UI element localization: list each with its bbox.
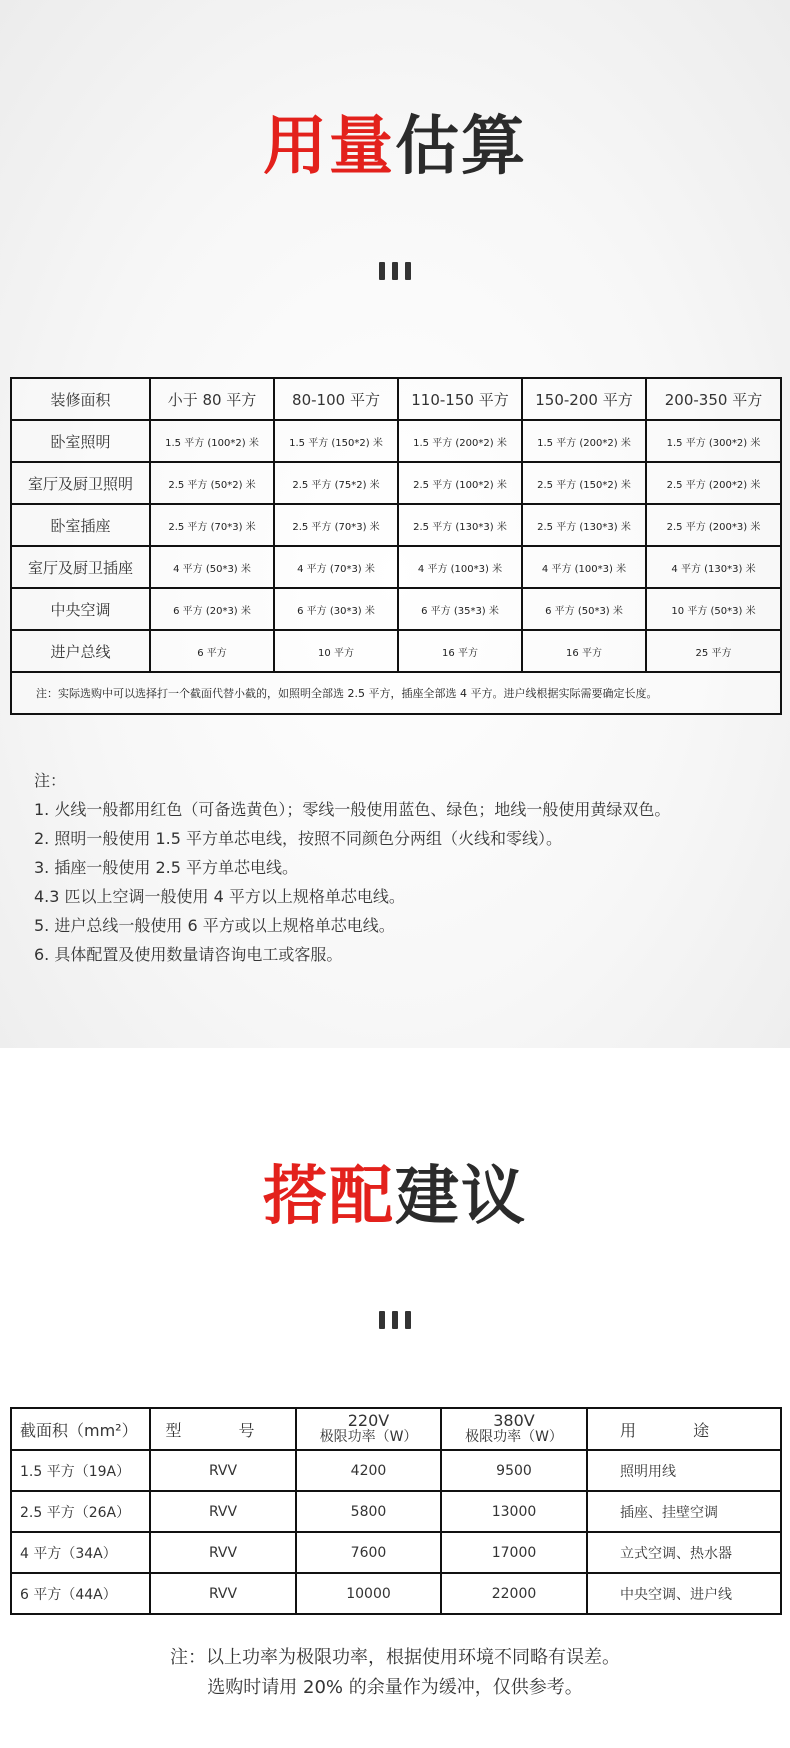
footer-note [0,1643,790,1703]
table-cell: 2.5 平方（26A） [11,1491,150,1532]
table-cell: 10 平方 (50*3) 米 [646,588,781,630]
table-cell: 插座、挂壁空调 [587,1491,781,1532]
table-cell: 2.5 平方 (130*3) 米 [398,504,522,546]
table-cell: 1.5 平方（19A） [11,1450,150,1491]
table-cell: 4200 [296,1450,441,1491]
note-item: 6. 具体配置及使用数量请咨询电工或客服。 [34,945,343,964]
divider-bars-icon [379,262,411,280]
table-cell: 2.5 平方 (70*3) 米 [150,504,274,546]
table-cell: 2.5 平方 (70*3) 米 [274,504,398,546]
header-cell: 110-150 平方 [398,378,522,420]
divider-bars-icon [379,1311,411,1329]
table-row [11,1491,781,1532]
table-cell: 6 平方 (50*3) 米 [522,588,646,630]
header-usage: 用 途 [587,1408,781,1450]
notes-list [34,766,670,969]
table-cell: 6 平方 (35*3) 米 [398,588,522,630]
table-cell: 照明用线 [587,1450,781,1491]
table-cell: RVV [150,1450,296,1491]
table-cell: 1.5 平方 (150*2) 米 [274,420,398,462]
table-cell: 9500 [441,1450,587,1491]
table-cell: 4 平方 (70*3) 米 [274,546,398,588]
table-cell: 2.5 平方 (200*3) 米 [646,504,781,546]
table-cell: 1.5 平方 (300*2) 米 [646,420,781,462]
table-cell: 17000 [441,1532,587,1573]
table-cell: 6 平方（44A） [11,1573,150,1614]
header-model: 型 号 [150,1408,296,1450]
row-label: 室厅及厨卫照明 [11,462,150,504]
table-row [11,1573,781,1614]
header-area: 截面积（mm²） [11,1408,150,1450]
table-cell: 中央空调、进户线 [587,1573,781,1614]
title-dark-part: 估算 [395,110,527,184]
table-cell: RVV [150,1532,296,1573]
row-label: 进户总线 [11,630,150,672]
title-red-part: 用量 [263,110,395,184]
table-cell: 22000 [441,1573,587,1614]
table-cell: 16 平方 [522,630,646,672]
table-cell: 2.5 平方 (130*3) 米 [522,504,646,546]
table-header-row [11,1408,781,1450]
table-cell: 1.5 平方 (200*2) 米 [522,420,646,462]
header-220v-label: 220V [347,1411,390,1430]
note-item: 2. 照明一般使用 1.5 平方单芯电线，按照不同颜色分两组（火线和零线）。 [34,829,562,848]
notes-heading: 注： [34,771,67,790]
table-cell: 2.5 平方 (100*2) 米 [398,462,522,504]
usage-estimate-table [10,377,782,715]
table-cell: 2.5 平方 (150*2) 米 [522,462,646,504]
table-cell: 16 平方 [398,630,522,672]
table-note-row [11,672,781,714]
table-cell: RVV [150,1491,296,1532]
table-cell: 6 平方 (20*3) 米 [150,588,274,630]
title-red-part: 搭配 [263,1160,395,1234]
table-cell: 5800 [296,1491,441,1532]
header-220v-sub: 极限功率（W） [319,1429,418,1445]
usage-estimate-title [0,110,790,184]
table-cell: 13000 [441,1491,587,1532]
table-cell: RVV [150,1573,296,1614]
header-cell: 小于 80 平方 [150,378,274,420]
table-cell: 10 平方 [274,630,398,672]
header-cell: 装修面积 [11,378,150,420]
footer-line: 注：以上功率为极限功率，根据使用环境不同略有误差。 [170,1647,620,1668]
footer-line: 选购时请用 20% 的余量作为缓冲，仅供参考。 [207,1677,583,1698]
row-label: 中央空调 [11,588,150,630]
title-dark-part: 建议 [395,1160,527,1234]
note-item: 1. 火线一般都用红色（可备选黄色）；零线一般使用蓝色、绿色；地线一般使用黄绿双色。 [34,800,671,819]
table-cell: 立式空调、热水器 [587,1532,781,1573]
table-cell: 6 平方 [150,630,274,672]
table-row [11,420,781,462]
table-row [11,588,781,630]
table-cell: 25 平方 [646,630,781,672]
table-cell: 2.5 平方 (50*2) 米 [150,462,274,504]
row-label: 卧室插座 [11,504,150,546]
header-cell: 200-350 平方 [646,378,781,420]
table-row [11,1532,781,1573]
header-380v-label: 380V [493,1411,535,1430]
table-cell: 1.5 平方 (200*2) 米 [398,420,522,462]
table-note: 注：实际选购中可以选择打一个截面代替小截的，如照明全部选 2.5 平方，插座全部选 4 平方。进户线根据实际需要确定长度。 [11,672,781,714]
note-item: 3. 插座一般使用 2.5 平方单芯电线。 [34,858,298,877]
row-label: 卧室照明 [11,420,150,462]
table-cell: 4 平方 (100*3) 米 [522,546,646,588]
table-cell: 4 平方 (50*3) 米 [150,546,274,588]
matching-advice-table [10,1407,782,1615]
table-cell: 7600 [296,1532,441,1573]
table-cell: 4 平方 (130*3) 米 [646,546,781,588]
row-label: 室厅及厨卫插座 [11,546,150,588]
table-cell: 6 平方 (30*3) 米 [274,588,398,630]
table-row [11,462,781,504]
table-cell: 10000 [296,1573,441,1614]
note-item: 4.3 匹以上空调一般使用 4 平方以上规格单芯电线。 [34,887,405,906]
table-row [11,630,781,672]
header-cell: 80-100 平方 [274,378,398,420]
table-cell: 1.5 平方 (100*2) 米 [150,420,274,462]
table-cell: 4 平方（34A） [11,1532,150,1573]
header-cell: 150-200 平方 [522,378,646,420]
table-row [11,546,781,588]
table-header-row [11,378,781,420]
header-380v [441,1408,587,1450]
table-cell: 2.5 平方 (75*2) 米 [274,462,398,504]
table-row [11,504,781,546]
header-220v [296,1408,441,1450]
header-380v-sub: 极限功率（W） [465,1429,563,1445]
table-cell: 2.5 平方 (200*2) 米 [646,462,781,504]
note-item: 5. 进户总线一般使用 6 平方或以上规格单芯电线。 [34,916,395,935]
table-cell: 4 平方 (100*3) 米 [398,546,522,588]
matching-advice-title [0,1160,790,1234]
table-row [11,1450,781,1491]
